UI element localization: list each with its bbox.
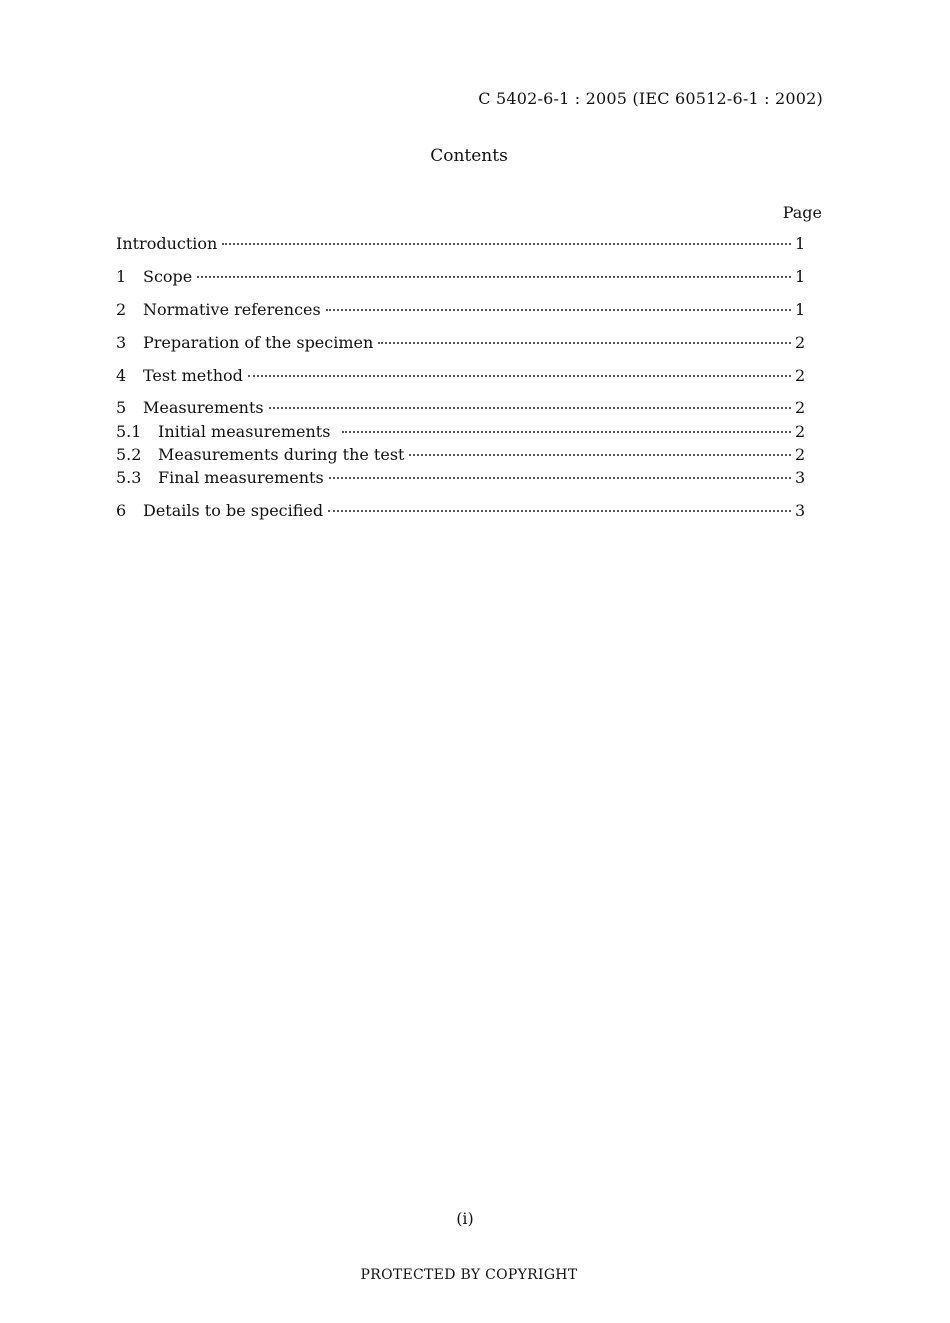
toc-entry-scope[interactable] xyxy=(116,267,805,289)
toc-entry-details-to-be-specified[interactable] xyxy=(116,501,805,523)
toc-entry-page: 2 xyxy=(795,445,806,464)
toc-entry-number: 1 xyxy=(116,267,127,286)
toc-entry-page: 2 xyxy=(795,398,806,417)
dot-leader xyxy=(197,276,791,278)
toc-entry-label: Final measurements xyxy=(158,468,324,487)
dot-leader xyxy=(378,342,791,344)
toc-entry-test-method[interactable] xyxy=(116,366,805,388)
page-title: Contents xyxy=(430,146,508,166)
toc-entry-page: 3 xyxy=(795,468,806,487)
dot-leader xyxy=(248,375,791,377)
dot-leader xyxy=(409,454,791,456)
toc-entry-number: 3 xyxy=(116,333,127,352)
toc-entry-label: Initial measurements xyxy=(158,422,331,441)
toc-entry-label: Test method xyxy=(143,366,243,385)
toc-entry-label: Scope xyxy=(143,267,193,286)
toc-entry-page: 1 xyxy=(795,234,806,253)
toc-entry-number: 5.2 xyxy=(116,445,142,464)
toc-entry-page: 1 xyxy=(795,267,806,286)
page-column-label: Page xyxy=(782,203,822,222)
toc-entry-introduction[interactable] xyxy=(116,234,805,256)
dot-leader xyxy=(328,510,791,512)
toc-entry-measurements-during-test[interactable] xyxy=(116,445,805,467)
toc-entry-preparation-of-specimen[interactable] xyxy=(116,333,805,355)
dot-leader xyxy=(222,243,791,245)
toc-entry-page: 2 xyxy=(795,422,806,441)
toc-entry-number: 5.3 xyxy=(116,468,142,487)
toc-entry-label: Introduction xyxy=(116,234,218,253)
toc-entry-number: 6 xyxy=(116,501,127,520)
toc-entry-label: Preparation of the specimen xyxy=(143,333,374,352)
copyright-notice: PROTECTED BY COPYRIGHT xyxy=(360,1267,578,1283)
toc-entry-label: Measurements during the test xyxy=(158,445,405,464)
toc-entry-initial-measurements[interactable] xyxy=(116,422,805,444)
toc-entry-number: 4 xyxy=(116,366,127,385)
toc-entry-label: Measurements xyxy=(143,398,264,417)
toc-entry-label: Normative references xyxy=(143,300,321,319)
toc-entry-page: 3 xyxy=(795,501,806,520)
toc-entry-measurements[interactable] xyxy=(116,398,805,420)
toc-entry-final-measurements[interactable] xyxy=(116,468,805,490)
toc-entry-page: 2 xyxy=(795,366,806,385)
toc-entry-page: 2 xyxy=(795,333,806,352)
toc-entry-page: 1 xyxy=(795,300,806,319)
dot-leader xyxy=(269,407,791,409)
footer-page-number: (i) xyxy=(456,1209,474,1228)
dot-leader xyxy=(326,309,791,311)
toc-entry-label: Details to be specified xyxy=(143,501,324,520)
toc-entry-number: 5 xyxy=(116,398,127,417)
toc-entry-number: 5.1 xyxy=(116,422,142,441)
toc-entry-normative-references[interactable] xyxy=(116,300,805,322)
toc-entry-number: 2 xyxy=(116,300,127,319)
dot-leader xyxy=(342,431,791,433)
dot-leader xyxy=(329,477,791,479)
document-reference: C 5402-6-1 : 2005 (IEC 60512-6-1 : 2002) xyxy=(478,89,823,108)
